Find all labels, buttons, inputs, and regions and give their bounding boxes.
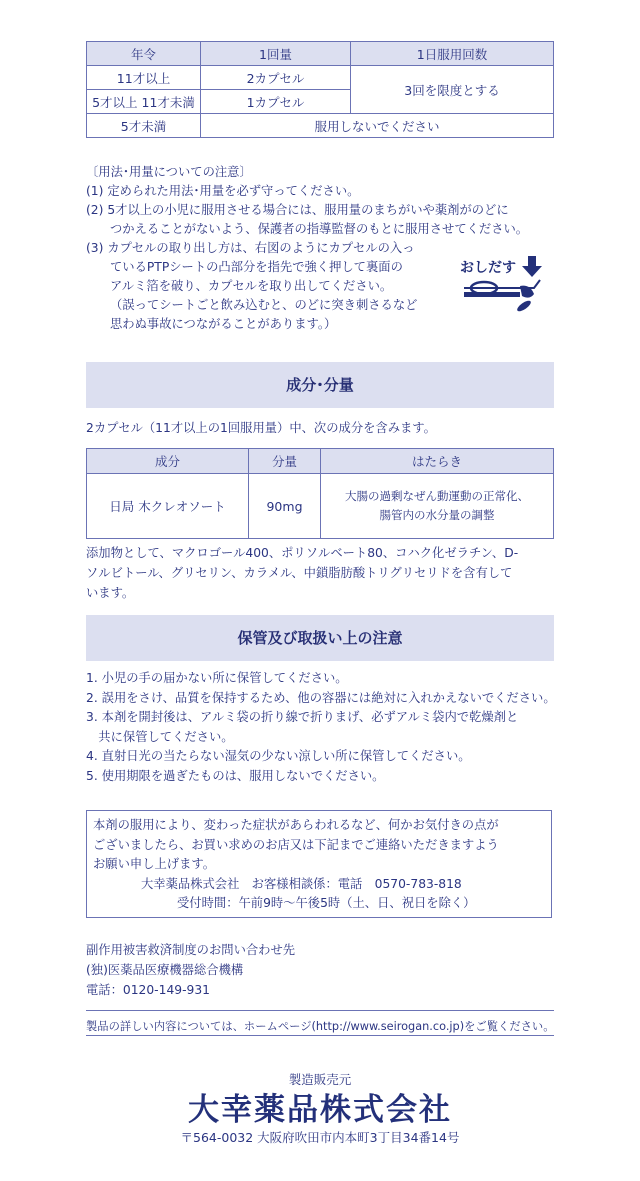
ingredient-header: 成分 bbox=[87, 449, 249, 474]
manufacturer-address: 〒564-0032 大阪府吹田市内本町3丁目34番14号 bbox=[180, 1130, 460, 1145]
ingredients-table bbox=[86, 448, 554, 539]
additive-line: 添加物として、マクロゴール400、ポリソルベート80、コハク化ゼラチン、D- bbox=[86, 546, 519, 560]
note-line: (2) 5才以上の小児に服用させる場合には、服用量のまちがいや薬剤がのどに bbox=[86, 203, 509, 217]
dose-cell: 2カプセル bbox=[201, 66, 351, 90]
relief-system-info bbox=[86, 940, 295, 1000]
list-item: 2. 誤用をさけ、品質を保持するため、他の容器には絶対に入れかえないでください。 bbox=[86, 690, 556, 705]
list-item: 共に保管してください。 bbox=[86, 729, 234, 744]
age-cell: 5才以上 11才未満 bbox=[87, 90, 201, 114]
down-arrow-icon bbox=[522, 256, 542, 277]
note-line: (1) 定められた用法･用量を必ず守ってください。 bbox=[86, 184, 360, 198]
table-row bbox=[87, 66, 554, 90]
ingredients-section-title: 成分･分量 bbox=[86, 362, 554, 408]
under5-note-cell: 服用しないでください bbox=[201, 114, 554, 138]
manufacturer-name: 大幸薬品株式会社 bbox=[188, 1092, 452, 1128]
effect-line: 腸管内の水分量の調整 bbox=[379, 508, 495, 522]
list-item: 3. 本剤を開封後は、アルミ袋の折り線で折りまげ、必ずアルミ袋内で乾燥剤と bbox=[86, 710, 519, 724]
additives-text bbox=[86, 543, 561, 603]
divider bbox=[86, 1010, 554, 1011]
effect-header: はたらき bbox=[321, 449, 554, 474]
divider bbox=[86, 1035, 554, 1036]
contact-line: お願い申し上げます。 bbox=[93, 857, 215, 871]
contact-phone-line: 大幸薬品株式会社 お客様相談係：電話 0570-783-818 bbox=[141, 876, 462, 891]
list-item: 5. 使用期限を過ぎたものは、服用しないでください。 bbox=[86, 768, 385, 783]
storage-section-title: 保管及び取扱い上の注意 bbox=[86, 615, 554, 661]
storage-list bbox=[86, 669, 566, 786]
table-row bbox=[87, 114, 554, 138]
daily-count-header: 1日服用回数 bbox=[351, 42, 554, 66]
note-line: ているPTPシートの凸部分を指先で強く押して裏面の bbox=[110, 260, 403, 274]
ingredients-intro: 2カプセル（11才以上の1回服用量）中、次の成分を含みます。 bbox=[86, 421, 436, 435]
age-header: 年令 bbox=[87, 42, 201, 66]
effect-line: 大腸の過剰なぜん動運動の正常化、 bbox=[345, 489, 529, 503]
ingredient-amount: 90mg bbox=[249, 474, 321, 539]
notes-heading: 〔用法･用量についての注意〕 bbox=[86, 165, 252, 179]
manufacturer-label: 製造販売元 bbox=[288, 1072, 352, 1087]
single-dose-header: 1回量 bbox=[201, 42, 351, 66]
homepage-details: 製品の詳しい内容については、ホームページ(http://www.seirogan.co.jp)をご覧ください。 bbox=[86, 1020, 555, 1033]
contact-hours-line: 受付時間：午前9時〜午後5時（土、日、祝日を除く） bbox=[177, 896, 476, 910]
ingredient-effect bbox=[321, 474, 554, 539]
push-label: おしだす bbox=[460, 259, 516, 275]
push-out-illustration bbox=[458, 252, 558, 320]
relief-line: 電話：0120-149-931 bbox=[86, 983, 211, 997]
ingredient-name: 日局 木クレオソート bbox=[87, 474, 249, 539]
dose-cell: 1カプセル bbox=[201, 90, 351, 114]
additive-line: います。 bbox=[86, 586, 135, 600]
dosage-table bbox=[86, 41, 554, 138]
contact-box bbox=[86, 810, 552, 918]
contact-line: ございましたら、お買い求めのお店又は下記までご連絡いただきますよう bbox=[93, 837, 499, 852]
age-cell: 11才以上 bbox=[87, 66, 201, 90]
relief-line: 副作用被害救済制度のお問い合わせ先 bbox=[86, 943, 296, 957]
contact-line: 本剤の服用により、変わった症状があらわれるなど、何かお気付きの点が bbox=[93, 818, 499, 832]
note-line: 思わぬ事故につながることがあります。） bbox=[110, 317, 337, 331]
age-cell: 5才未満 bbox=[87, 114, 201, 138]
table-row bbox=[87, 474, 554, 539]
note-line: （誤ってシートごと飲み込むと、のどに突き刺さるなど bbox=[110, 298, 418, 312]
list-item: 4. 直射日光の当たらない湿気の少ない涼しい所に保管してください。 bbox=[86, 749, 471, 763]
list-item: 1. 小児の手の届かない所に保管してください。 bbox=[86, 671, 348, 685]
relief-line: (独)医薬品医療機器総合機構 bbox=[86, 963, 244, 977]
dosage-header-row bbox=[87, 42, 554, 66]
additive-line: ソルビトール、グリセリン、カラメル、中鎖脂肪酸トリグリセリドを含有して bbox=[86, 566, 513, 580]
note-line: アルミ箔を破り、カプセルを取り出してください。 bbox=[110, 279, 393, 293]
push-capsule-icon bbox=[458, 252, 558, 320]
note-line: つかえることがないよう、保護者の指導監督のもとに服用させてください。 bbox=[110, 222, 529, 236]
daily-count-cell: 3回を限度とする bbox=[351, 66, 554, 114]
amount-header: 分量 bbox=[249, 449, 321, 474]
ingredients-header-row bbox=[87, 449, 554, 474]
note-line: (3) カプセルの取り出し方は、右図のようにカプセルの入っ bbox=[86, 241, 415, 255]
